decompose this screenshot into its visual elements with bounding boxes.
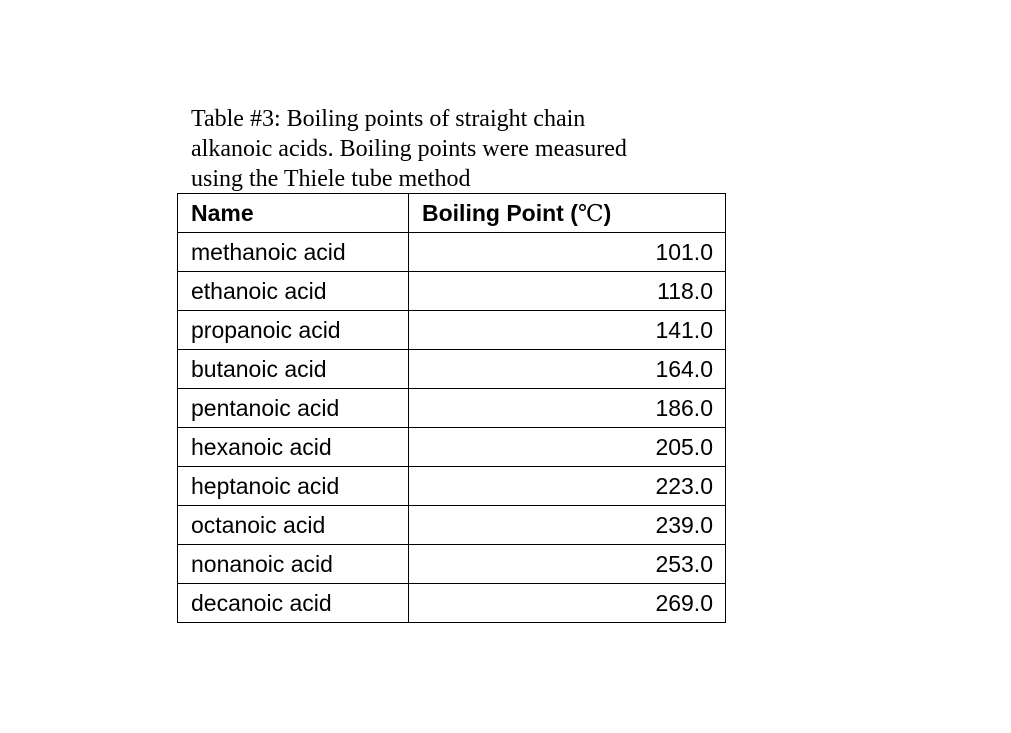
acid-name-cell: methanoic acid [178,233,409,272]
acid-name-cell: octanoic acid [178,506,409,545]
boiling-point-cell: 164.0 [409,350,726,389]
table-row [178,389,726,428]
table-row [178,467,726,506]
header-name: Name [178,194,409,233]
boiling-point-cell: 239.0 [409,506,726,545]
table-row [178,311,726,350]
table-row [178,428,726,467]
acid-name-cell: decanoic acid [178,584,409,623]
boiling-point-cell: 141.0 [409,311,726,350]
caption-line-2: alkanoic acids. Boiling points were measured [191,136,627,162]
header-bp-prefix: Boiling Point ( [422,199,578,226]
table-caption [191,104,711,194]
caption-line-3: using the Thiele tube method [191,166,471,192]
table-row [178,584,726,623]
boiling-point-cell: 253.0 [409,545,726,584]
header-boiling-point [409,194,726,233]
acid-name-cell: hexanoic acid [178,428,409,467]
acid-name-cell: ethanoic acid [178,272,409,311]
boiling-point-cell: 118.0 [409,272,726,311]
acid-name-cell: heptanoic acid [178,467,409,506]
acid-name-cell: pentanoic acid [178,389,409,428]
table-row [178,506,726,545]
boiling-point-cell: 223.0 [409,467,726,506]
table-row [178,233,726,272]
boiling-points-table [177,193,726,623]
acid-name-cell: nonanoic acid [178,545,409,584]
acid-name-cell: propanoic acid [178,311,409,350]
header-bp-suffix: ) [603,199,612,226]
boiling-point-cell: 205.0 [409,428,726,467]
table-row [178,545,726,584]
caption-line-1: Table #3: Boiling points of straight chain [191,106,586,132]
acid-name-cell: butanoic acid [178,350,409,389]
boiling-point-cell: 186.0 [409,389,726,428]
boiling-point-cell: 269.0 [409,584,726,623]
header-bp-unit: ℃ [577,200,604,226]
table-row [178,272,726,311]
boiling-point-cell: 101.0 [409,233,726,272]
table-header-row [178,194,726,233]
table-row [178,350,726,389]
